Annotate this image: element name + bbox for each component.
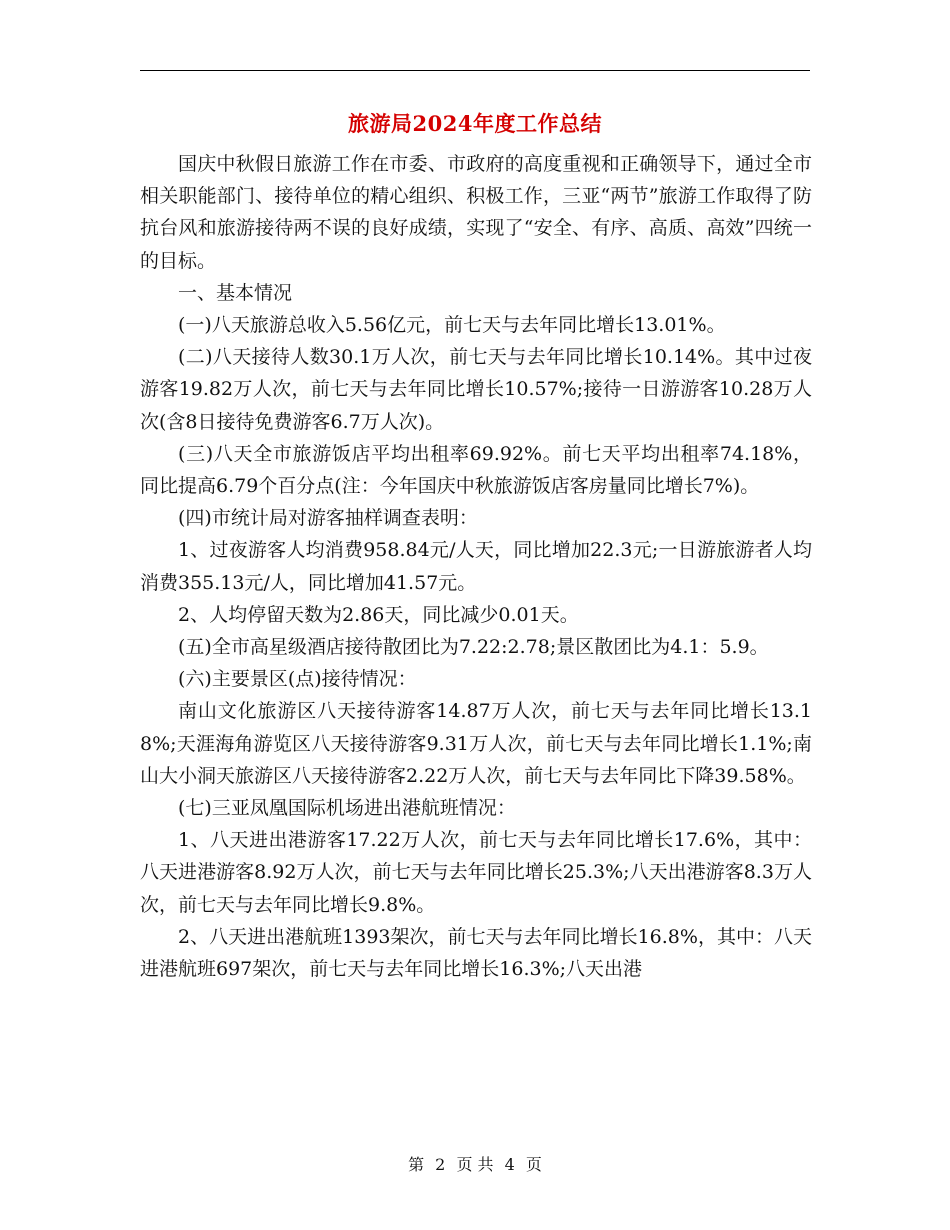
paragraph-revenue: (一)八天旅游总收入5.56亿元，前七天与去年同比增长13.01%。: [178, 314, 726, 337]
paragraph-group-ratio: (五)全市高星级酒店接待散团比为7.22:2.78;景区散团比为4.1：5.9。: [178, 636, 769, 659]
paragraph-visitors: (二)八天接待人数30.1万人次，前七天与去年同比增长10.14%。其中过夜游客19.82万人次，前七天与去年同比增长10.57%;接待一日游游客10.28万人次(含8日接待免费游客6.7万人次)。: [140, 346, 812, 433]
header-rule: [140, 70, 810, 71]
paragraph-scenic-heading: (六)主要景区(点)接待情况：: [178, 668, 417, 691]
paragraph-airport-flights: 2、八天进出港航班1393架次，前七天与去年同比增长16.8%，其中：八天进港航班697架次，前七天与去年同比增长16.3%;八天出港: [140, 925, 812, 981]
paragraph-spending: 1、过夜游客人均消费958.84元/人天，同比增加22.3元;一日游旅游者人均消费355.13元/人，同比增加41.57元。: [140, 539, 812, 594]
paragraph-hotel-occupancy: (三)八天全市旅游饭店平均出租率69.92%。前七天平均出租率74.18%，同比提高6.79个百分点(注：今年国庆中秋旅游饭店客房量同比增长7%)。: [140, 442, 812, 498]
page-footer: [0, 1152, 950, 1175]
document-body: [140, 148, 812, 985]
paragraph-airport-passengers: 1、八天进出港游客17.22万人次，前七天与去年同比增长17.6%，其中：八天进港游客8.92万人次，前七天与去年同比增长25.3%;八天出港游客8.3万人次，前七天与去年同比增长9.8%。: [140, 829, 812, 916]
document-title: 旅游局2024年度工作总结: [348, 111, 602, 136]
footer-label-end: 页: [525, 1155, 542, 1174]
section-heading-basic: 一、基本情况: [178, 281, 293, 304]
paragraph-survey-heading: (四)市统计局对游客抽样调查表明：: [178, 507, 478, 530]
paragraph-airport-heading: (七)三亚凤凰国际机场进出港航班情况：: [178, 797, 516, 820]
paragraph-stay-days: 2、人均停留天数为2.86天，同比减少0.01天。: [178, 603, 579, 626]
paragraph-scenic-stats: 南山文化旅游区八天接待游客14.87万人次，前七天与去年同比增长13.18%;天涯海角游览区八天接待游客9.31万人次，前七天与去年同比增长1.1%;南山大小洞天旅游区八天接待游客2.22万人次，前七天与去年同比下降39.58%。: [140, 700, 812, 787]
footer-label-of: 页 共: [456, 1155, 494, 1174]
footer-current-page: 2: [435, 1155, 446, 1174]
footer-total-pages: 4: [504, 1155, 515, 1174]
paragraph-intro: 国庆中秋假日旅游工作在市委、市政府的高度重视和正确领导下，通过全市相关职能部门、接待单位的精心组织、积极工作，三亚“两节”旅游工作取得了防抗台风和旅游接待两不误的良好成绩，实现了“安全、有序、高质、高效”四统一的目标。: [140, 153, 812, 272]
footer-label-page: 第: [408, 1155, 425, 1174]
